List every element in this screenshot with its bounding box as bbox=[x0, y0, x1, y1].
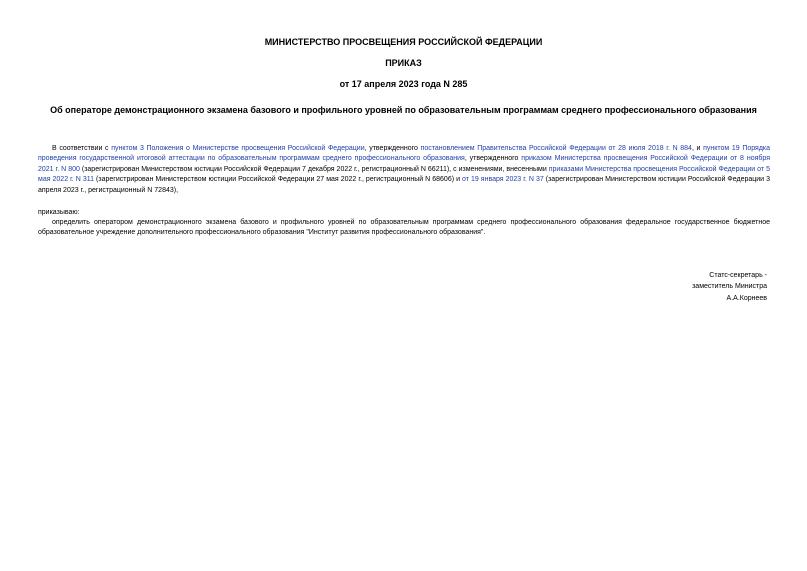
link-regulation-point-3[interactable]: пунктом 3 Положения о Министерстве просвещения Российской Федерации bbox=[111, 145, 365, 152]
preamble-text-4: , утвержденного bbox=[464, 155, 522, 163]
link-procedure-point-19[interactable]: пунктом 19 Порядка проведения государственной итоговой аттестации по образовательным программам среднего профессионального образования bbox=[38, 145, 771, 163]
signatory-position-2: заместитель Министра bbox=[692, 283, 767, 290]
order-verb: приказываю: bbox=[38, 209, 80, 216]
link-order-37[interactable]: от 19 января 2023 г. N 37 bbox=[462, 176, 544, 184]
preamble-text-2: , утвержденного bbox=[364, 145, 421, 152]
document-type: ПРИКАЗ bbox=[385, 58, 422, 68]
preamble-text-6: (зарегистрирован Министерством юстиции Российской Федерации 27 мая 2022 г., регистрационный N 68606) и bbox=[94, 176, 463, 184]
preamble-text-5: (зарегистрирован Министерством юстиции Российской Федерации 7 декабря 2022 г., регистрационный N 66211), с изменениями, внесенными bbox=[79, 165, 549, 173]
link-order-800[interactable]: приказом Министерства просвещения Российской Федерации от 8 ноября 2021 г. N 800 bbox=[38, 155, 770, 173]
signatory-position-1: Статс-секретарь - bbox=[709, 272, 767, 279]
preamble-text-7: (зарегистрирован Министерством юстиции Российской Федерации 3 апреля 2023 г., регистрационный N 72843), bbox=[38, 176, 770, 194]
document-date-number: от 17 апреля 2023 года N 285 bbox=[339, 79, 468, 89]
document-title: Об операторе демонстрационного экзамена базового и профильного уровней по образовательным программам среднего профессионального образования bbox=[50, 105, 757, 115]
preamble-text-1: В соответствии с bbox=[52, 145, 112, 152]
ministry-name: МИНИСТЕРСТВО ПРОСВЕЩЕНИЯ РОССИЙСКОЙ ФЕДЕРАЦИИ bbox=[264, 37, 543, 47]
preamble-text-3: , и bbox=[691, 145, 704, 152]
preamble-paragraph bbox=[38, 144, 770, 196]
link-government-decree-884[interactable]: постановлением Правительства Российской Федерации от 28 июля 2018 г. N 884 bbox=[420, 145, 692, 152]
link-orders-311[interactable]: приказами Министерства просвещения Российской Федерации от 5 мая 2022 г. N 311 bbox=[38, 165, 770, 184]
signatory-name: А.А.Корнеев bbox=[726, 295, 767, 302]
order-paragraph: определить оператором демонстрационного экзамена базового и профильного уровней по образовательным программам среднего профессионального образования федеральное государственное бюджетное образовательное учреждение дополнительного профессионального образования "Институт развития профессионального образования". bbox=[38, 219, 770, 237]
